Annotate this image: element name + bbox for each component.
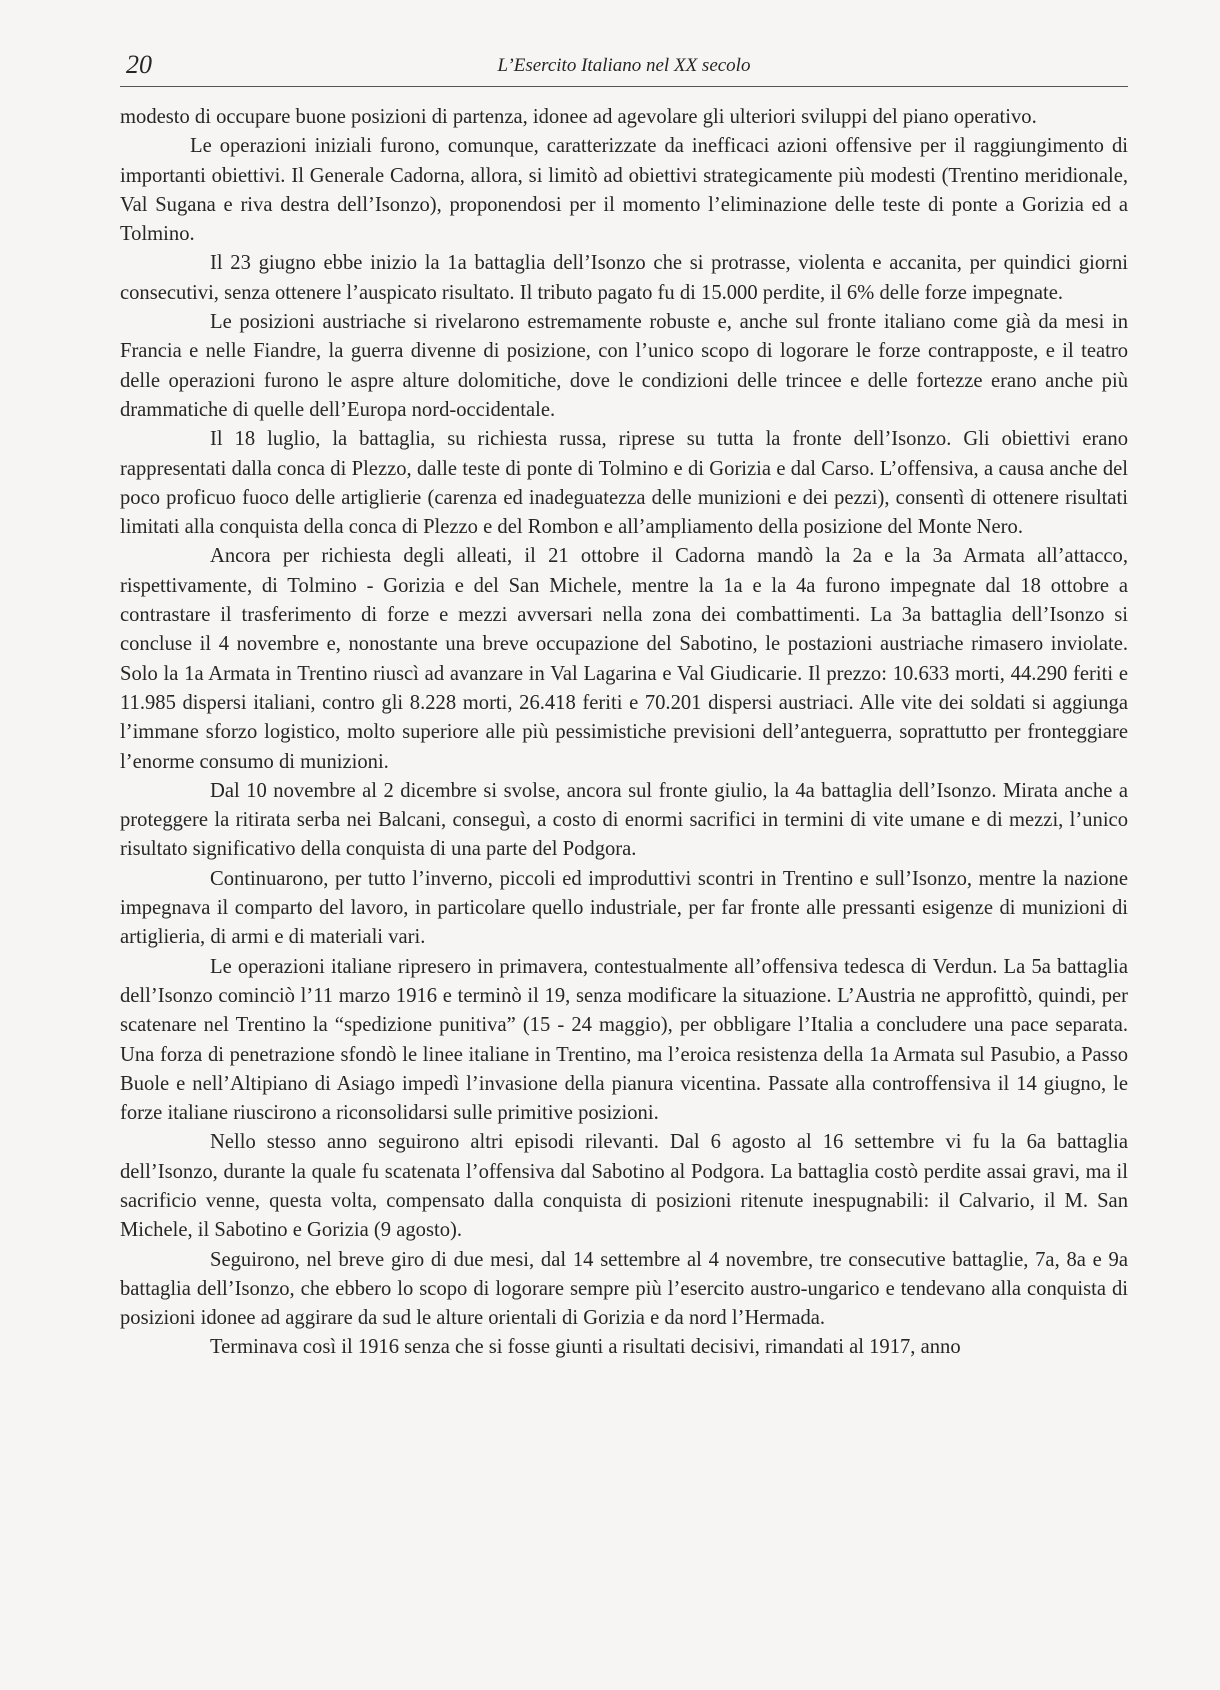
paragraph: Le posizioni austriache si rivelarono estremamente robuste e, anche sul fronte italiano come già da mesi in Francia e nelle Fiandre, la guerra divenne di posizione, con l’unico scopo di logorare le forze contrapposte, e il teatro delle operazioni furono le aspre alture dolomitiche, dove le condizioni delle trincee e delle fortezze erano anche più drammatiche di quelle dell’Europa nord-occidentale. <box>120 311 1128 421</box>
paragraph: Continuarono, per tutto l’inverno, piccoli ed improduttivi scontri in Trentino e sull’Isonzo, mentre la nazione impegnava il comparto del lavoro, in particolare quello industriale, per far fronte alle pressanti esigenze di munizioni di artiglieria, di armi e di materiali vari. <box>120 867 1128 949</box>
paragraph: Seguirono, nel breve giro di due mesi, dal 14 settembre al 4 novembre, tre consecutive battaglie, 7a, 8a e 9a battaglia dell’Isonzo, che ebbero lo scopo di logorare sempre più l’esercito austro-ungarico e tendevano alla conquista di posizioni idonee ad aggirare da sud le alture orientali di Gorizia e da nord l’Hermada. <box>120 1248 1128 1330</box>
paragraph: Le operazioni italiane ripresero in primavera, contestualmente all’offensiva tedesca di Verdun. La 5a battaglia dell’Isonzo cominciò l’11 marzo 1916 e terminò il 19, senza modificare la situazione. L’Austria ne approfittò, quindi, per scatenare nel Trentino la “spedizione punitiva” (15 - 24 maggio), per obbligare l’Italia a concludere una pace separata. Una forza di penetrazione sfondò le linee italiane in Trentino, ma l’eroica resistenza della 1a Armata sul Pasubio, a Passo Buole e nell’Altipiano di Asiago impedì l’invasione della pianura vicentina. Passate alla controffensiva il 14 giugno, le forze italiane riuscirono a riconsolidarsi sulle primitive posizioni. <box>120 955 1128 1125</box>
page-header <box>120 50 1128 87</box>
paragraph: modesto di occupare buone posizioni di partenza, idonee ad agevolare gli ulteriori sviluppi del piano operativo. <box>120 106 1037 128</box>
paragraph: Le operazioni iniziali furono, comunque, caratterizzate da inefficaci azioni offensive per il raggiungimento di importanti obiettivi. Il Generale Cadorna, allora, si limitò ad obiettivi strategicamente più modesti (Trentino meridionale, Val Sugana e riva destra dell’Isonzo), proponendosi per il momento l’eliminazione delle teste di ponte a Gorizia ed a Tolmino. <box>120 135 1128 246</box>
page-number: 20 <box>126 50 152 79</box>
paragraph: Terminava così il 1916 senza che si fosse giunti a risultati decisivi, rimandati al 1917, anno <box>210 1336 961 1359</box>
paragraph: Ancora per richiesta degli alleati, il 21 ottobre il Cadorna mandò la 2a e la 3a Armata all’attacco, rispettivamente, di Tolmino - Gorizia e del San Michele, mentre la 1a e la 4a furono impegnate dal 18 ottobre a contrastare il trasferimento di forze e mezzi avversari nella zona dei combattimenti. La 3a battaglia dell’Isonzo si concluse il 4 novembre e, nonostante una breve occupazione del Sabotino, le postazioni austriache rimasero inviolate. Solo la 1a Armata in Trentino riuscì ad avanzare in Val Lagarina e Val Giudicarie. Il prezzo: 10.633 morti, 44.290 feriti e 11.985 dispersi italiani, contro gli 8.228 morti, 26.418 feriti e 70.201 dispersi austriaci. Alle vite dei soldati si aggiunga l’immane sforzo logistico, molto superiore alle più pessimistiche previsioni dell’anteguerra, soprattutto per fronteggiare l’enorme consumo di munizioni. <box>120 545 1128 773</box>
body-text <box>120 103 1128 1363</box>
running-title: L’Esercito Italiano nel XX secolo <box>497 55 751 76</box>
paragraph: Nello stesso anno seguirono altri episodi rilevanti. Dal 6 agosto al 16 settembre vi fu la 6a battaglia dell’Isonzo, durante la quale fu scatenata l’offensiva dal Sabotino al Podgora. La battaglia costò perdite assai gravi, ma il sacrificio venne, questa volta, compensato dalla conquista di posizioni ritenute inespugnabili: il Calvario, il M. San Michele, il Sabotino e Gorizia (9 agosto). <box>120 1131 1128 1242</box>
paragraph: Dal 10 novembre al 2 dicembre si svolse, ancora sul fronte giulio, la 4a battaglia dell’Isonzo. Mirata anche a proteggere la ritirata serba nei Balcani, conseguì, a costo di enormi sacrifici in termini di vite umane e di mezzi, l’unico risultato significativo della conquista di una parte del Podgora. <box>120 779 1128 861</box>
paragraph: Il 18 luglio, la battaglia, su richiesta russa, riprese su tutta la fronte dell’Isonzo. Gli obiettivi erano rappresentati dalla conca di Plezzo, dalle teste di ponte di Tolmino e di Gorizia e dal Carso. L’offensiva, a causa anche del poco proficuo fuoco delle artiglierie (carenza ed inadeguatezza delle munizioni e dei pezzi), consentì di ottenere risultati limitati alla conquista della conca di Plezzo e del Rombon e all’ampliamento della posizione del Monte Nero. <box>120 428 1128 539</box>
paragraph: Il 23 giugno ebbe inizio la 1a battaglia dell’Isonzo che si protrasse, violenta e accanita, per quindici giorni consecutivi, senza ottenere l’auspicato risultato. Il tributo pagato fu di 15.000 perdite, il 6% delle forze impegnate. <box>120 252 1128 304</box>
